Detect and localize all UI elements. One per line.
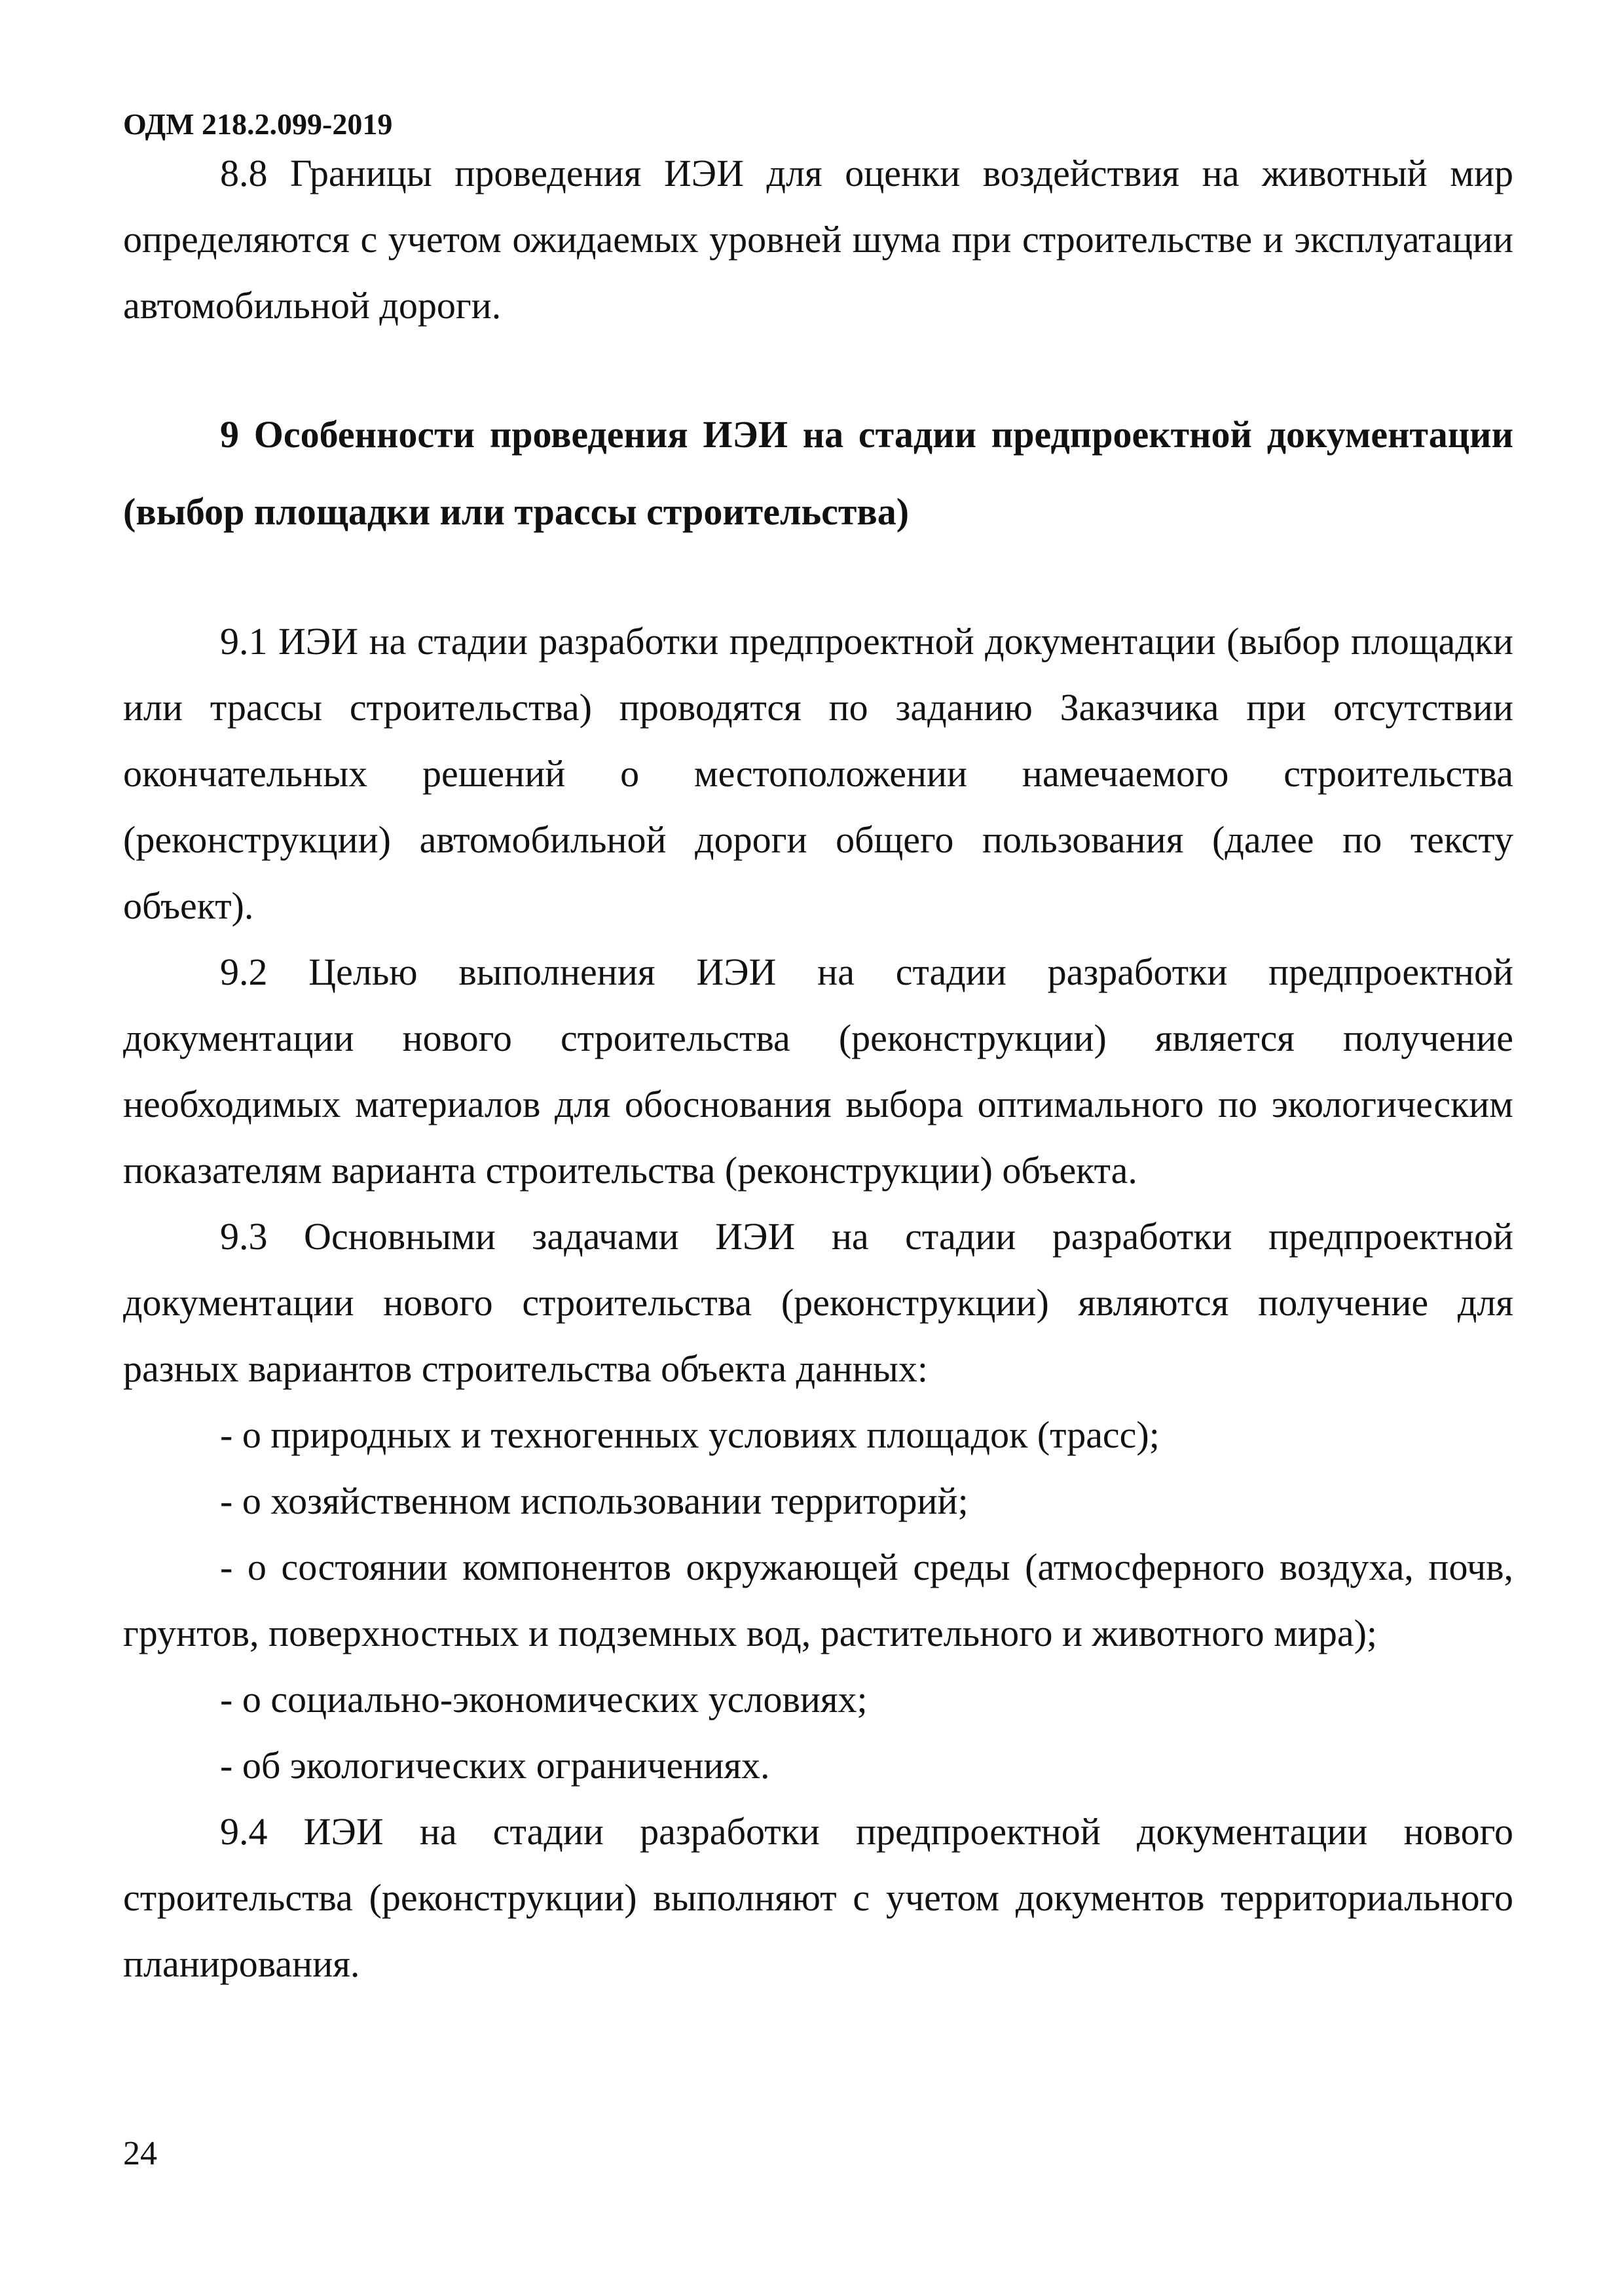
paragraph-9-1: 9.1 ИЭИ на стадии разработки предпроектной документации (выбор площадки или трассы строительства) проводятся по заданию Заказчика при отсутствии окончательных решений о местоположении намечаемого строительства (реконструкции) автомобильной дороги общего пользования (далее по тексту объект). <box>123 620 1513 927</box>
list-item: - о природных и техногенных условиях площадок (трасс); <box>220 1413 1160 1456</box>
list-item: - о социально-экономических условиях; <box>220 1678 868 1721</box>
paragraph-9-2: 9.2 Целью выполнения ИЭИ на стадии разработки предпроектной документации нового строительства (реконструкции) является получение необходимых материалов для обоснования выбора оптимального по экологическим показателям варианта строительства (реконструкции) объекта. <box>123 951 1513 1192</box>
section-heading-9: 9 Особенности проведения ИЭИ на стадии предпроектной документации (выбор площадки или трассы строительства) <box>123 413 1513 533</box>
list-item: - о хозяйственном использовании территорий; <box>220 1480 969 1522</box>
paragraph-9-3: 9.3 Основными задачами ИЭИ на стадии разработки предпроектной документации нового строительства (реконструкции) являются получение для разных вариантов строительства объекта данных: <box>123 1215 1513 1390</box>
page-content <box>123 140 1513 1997</box>
document-code: ОДМ 218.2.099-2019 <box>123 107 393 141</box>
page-number: 24 <box>123 2135 157 2172</box>
paragraph-9-4: 9.4 ИЭИ на стадии разработки предпроектной документации нового строительства (реконструкции) выполняют с учетом документов территориального планирования. <box>123 1810 1513 1985</box>
list-item: - о состоянии компонентов окружающей среды (атмосферного воздуха, почв, грунтов, поверхностных и подземных вод, растительного и животного мира); <box>123 1546 1513 1654</box>
paragraph-8-8: 8.8 Границы проведения ИЭИ для оценки воздействия на животный мир определяются с учетом ожидаемых уровней шума при строительстве и эксплуатации автомобильной дороги. <box>123 152 1513 327</box>
list-item: - об экологических ограничениях. <box>220 1744 770 1787</box>
spacer <box>123 338 1513 396</box>
spacer <box>123 551 1513 608</box>
list-9-3 <box>123 1402 1513 1798</box>
